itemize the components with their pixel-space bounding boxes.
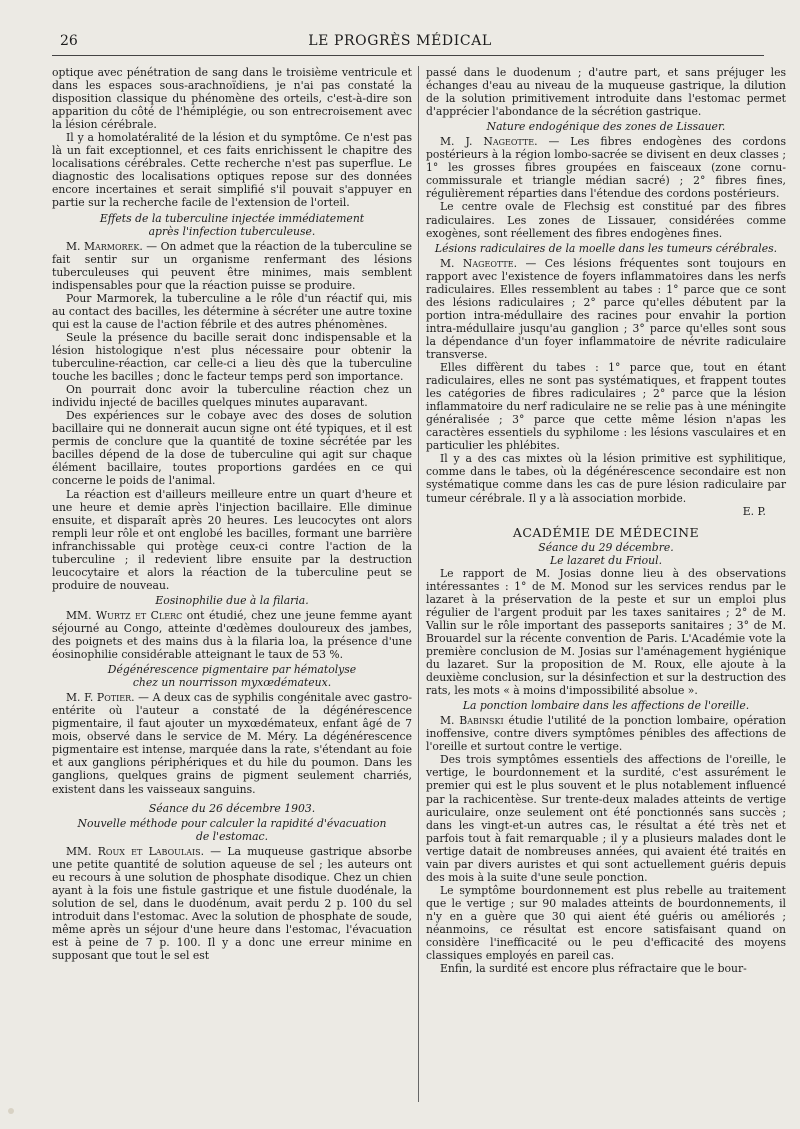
paragraph: Le centre ovale de Flechsig est constitué par des fibres radiculaires. Les zones de Lissauer, considérées comme exogènes, sont réellement des fibres endogènes fines. (426, 200, 786, 240)
left-column (52, 66, 412, 962)
paragraph: M. Nageotte. — Ces lésions fréquentes sont toujours en rapport avec l'existence de foyers inflammatoires dans les nerfs radiculaires. Elles ressemblent au tabes : 1° parce que ce sont des lésions radiculaires ; 2° parce qu'elles débutent par la portion intra-médullaire des racines pour envahir la portion intra-médullaire jusqu'au ganglion ; 3° parce qu'elles sont sous la dépendance d'un foyer inflammatoire de névrite radiculaire transverse. (426, 256, 786, 361)
article-heading: Nature endogénique des zones de Lissauer. (486, 120, 726, 134)
page-header (0, 0, 800, 56)
column-divider (418, 66, 419, 1102)
paragraph: optique avec pénétration de sang dans le troisième ventricule et dans les espaces sous-arachnoïdiens, je n'ai pas constaté la disposition classique du phénomène des orteils, c'est-à-dire son apparition du côté de l'hémiplégie, ou son entrecroisement avec la lésion cérébrale. (52, 66, 412, 132)
session-date: Séance du 26 décembre 1903. (148, 801, 316, 815)
paper-stain (8, 1108, 14, 1114)
article-heading: Effets de la tuberculine injectée immédiatement après l'infection tuberculeuse. (99, 211, 365, 238)
author-name: M. Babinski (440, 714, 504, 728)
author-name: M. J. Nageotte. (440, 135, 538, 149)
signature: E. P. (742, 504, 766, 518)
section-title: ACADÉMIE DE MÉDECINE (512, 524, 700, 540)
article-heading: Nouvelle méthode pour calculer la rapidité d'évacuation de l'estomac. (77, 816, 387, 843)
paragraph: Le rapport de M. Josias donne lieu à des observations intéressantes : 1° de M. Monod sur les services rendus par le lazaret à la préservation de la peste et sur un emploi plus régulier de l'argent produit par les taxes sanitaires ; 2° de M. Vallin sur le rôle important des passeports sanitaires ; 3° de M. Brouardel sur la récente convention de Paris. L'Académie vote la première conclusion de M. Josias sur l'aménagement hygiénique du lazaret. Sur la proposition de M. Roux, elle ajoute à la deuxième conclusion, sur la désinfection et sur la destruction des rats, les mots « à moins d'impossibilité absolue ». (426, 566, 786, 698)
page-number: 26 (60, 33, 78, 49)
paragraph: Seule la présence du bacille serait donc indispensable et la lésion histologique n'est plus nécessaire pour obtenir la tuberculine-réaction, car celle-ci a lieu dès que la tuberculine touche les bacilles ; donc le facteur temps perd son importance. (52, 330, 412, 384)
header-rule (52, 55, 764, 56)
article-heading: Dégénérescence pigmentaire par hématolyse chez un nourrisson myxœdémateux. (107, 663, 357, 690)
paragraph: M. F. Potier. — A deux cas de syphilis congénitale avec gastro-entérite où l'auteur a constaté de la dégénérescence pigmentaire, il faut ajouter un myxœdémateux, enfant âgé de 7 mois, observé dans le service de M. Méry. La dégénérescence pigmentaire est intense, marquée dans la rate, s'étendant au foie et aux ganglions périphériques et du hile du poumon. Dans les ganglions, quelques grains de pigment seulement charriés, existent dans les vaisseaux sanguins. (52, 691, 412, 796)
paragraph: M. Babinski étudie l'utilité de la ponction lombaire, opération inoffensive, contre divers symptômes pénibles des affections de l'oreille et surtout contre le vertige. (426, 714, 787, 754)
paragraph: On pourrait donc avoir la tuberculine réaction chez un individu injecté de bacilles quelques minutes auparavant. (52, 383, 412, 410)
paragraph: Des expériences sur le cobaye avec des doses de solution bacillaire qui ne donnerait aucun signe ont été typiques, et il est permis de conclure que la quantité de toxine sécrétée par les bacilles dépend de la dose de tuberculine qui agit sur chaque élément bacillaire, toutes proportions gardées en ce qui concerne le poids de l'animal. (52, 409, 412, 488)
author-name: M. F. Potier. (66, 691, 135, 705)
author-name: M. Marmorek. (66, 239, 143, 253)
right-column (426, 66, 786, 975)
author-name: M. Nageotte. (440, 256, 518, 270)
author-name: MM. Wurtz et Clerc (66, 608, 183, 622)
paragraph: Enfin, la surdité est encore plus réfractaire que le bour- (440, 962, 747, 976)
session-date: Séance du 29 décembre. (538, 540, 674, 554)
author-name: MM. Roux et Laboulais. (66, 844, 205, 858)
paragraph: Il y a homolatéralité de la lésion et du symptôme. Ce n'est pas là un fait exceptionnel, et ces faits enrichissent le chapitre des localisations cérébrales. Cette recherche n'est pas superflue. Le diagnostic des localisations optiques repose sur des données encore incertaines et serait simplifié s'il pouvait s'appuyer en partie sur la recherche facile de l'extension de l'orteil. (52, 131, 412, 210)
paragraph: M. J. Nageotte. — Les fibres endogènes des cordons postérieurs à la région lombo-sacrée se divisent en deux classes ; 1° les grosses fibres groupées en faisceaux (zone cornu-commissurale et triangle médian sacré) ; 2° fibres fines, régulièrement réparties dans l'étendue des cordons postérieurs. (426, 135, 786, 201)
article-heading: Lésions radiculaires de la moelle dans les tumeurs cérébrales. (434, 241, 778, 255)
paragraph: MM. Roux et Laboulais. — La muqueuse gastrique absorbe une petite quantité de solution aqueuse de sel ; les auteurs ont eu recours à une solution de phosphate disodique. Chez un chien ayant à la fois une fistule gastrique et une fistule duodénale, la solution de sel, dans le duodénum, avait perdu 2 p. 100 du sel introduit dans l'estomac. Avec la solution de phosphate de soude, même après un séjour d'une heure dans l'estomac, l'évacuation est à peine de 7 p. 100. Il y a donc une erreur minime en supposant que tout le sel est (52, 844, 413, 963)
running-title: LE PROGRÈS MÉDICAL (308, 33, 492, 49)
paragraph: passé dans le duodenum ; d'autre part, et sans préjuger les échanges d'eau au niveau de la muqueuse gastrique, la dilution de la solution primitivement introduite dans l'estomac permet d'apprécier l'abondance de la sécrétion gastrique. (426, 66, 786, 119)
article-heading: La ponction lombaire dans les affections de l'oreille. (462, 699, 750, 713)
article-heading: Eosinophilie due à la filaria. (155, 593, 309, 607)
paragraph: M. Marmorek. — On admet que la réaction de la tuberculine se fait sentir sur un organisme renfermant des lésions tuberculeuses qui peuvent être minimes, mais semblent indispensables pour que la réaction puisse se produire. (52, 239, 412, 292)
paragraph: Pour Marmorek, la tuberculine a le rôle d'un réactif qui, mis au contact des bacilles, les détermine à sécréter une autre toxine qui est la cause de l'action fébrile et des autres phénomènes. (52, 291, 412, 331)
paragraph: Il y a des cas mixtes où la lésion primitive est syphilitique, comme dans le tabes, où la dégénérescence secondaire est non systématique comme dans les cas de pure lésion radiculaire par tumeur cérébrale. Il y a là association morbide. (426, 452, 786, 505)
paragraph: MM. Wurtz et Clerc ont étudié, chez une jeune femme ayant séjourné au Congo, atteinte d'œdèmes douloureux des jambes, des poignets et des mains dus à la filaria loa, la présence d'une éosinophilie considérable atteignant le taux de 53 %. (52, 608, 412, 662)
paragraph: Des trois symptômes essentiels des affections de l'oreille, le vertige, le bourdonnement et la surdité, c'est assurément le premier qui est le plus souvent et le plus notablement influencé par la rachicentèse. Sur trente-deux malades atteints de vertige auriculaire, onze seulement ont été ponctionnés sans succès ; dans les vingt-et-un autres cas, le résultat a été très net et parfois tout à fait remarquable ; il y a plusieurs malades dont le vertige datait de nombreuses années, qui avaient été traités en vain par divers auristes et qui sont actuellement guéris depuis des mois à la suite d'une seule ponction. (426, 753, 786, 884)
paragraph: Le symptôme bourdonnement est plus rebelle au traitement que le vertige ; sur 90 malades atteints de bourdonnements, il n'y en a guère que 30 qui aient été guéris ou améliorés ; néanmoins, ce résultat est encore satisfaisant quand on considère l'inefficacité ou le peu d'efficacité des moyens classiques employés en pareil cas. (426, 883, 786, 963)
paragraph: La réaction est d'ailleurs meilleure entre un quart d'heure et une heure et demie après l'injection bacillaire. Elle diminue ensuite, et disparaît après 20 heures. Les leucocytes ont alors rempli leur rôle et ont englobé les bacilles, formant une barrière infranchissable qui protège ceux-ci contre l'action de la tuberculine ; il redevient libre ensuite par la destruction leucocytaire et alors la réaction de la tuberculine peut se produire de nouveau. (52, 487, 412, 592)
paragraph: Elles diffèrent du tabes : 1° parce que, tout en étant radiculaires, elles ne sont pas systématiques, et frappent toutes les catégories de fibres radiculaires ; 2° parce que la lésion inflammatoire du nerf radiculaire ne se relie pas à une méningite généralisée ; 3° parce que cette même lésion n'apas les caractères essentiels du syphilome : les lésions vasculaires et en particulier les phlébites. (426, 361, 786, 453)
article-heading: Le lazaret du Frioul. (549, 553, 663, 567)
